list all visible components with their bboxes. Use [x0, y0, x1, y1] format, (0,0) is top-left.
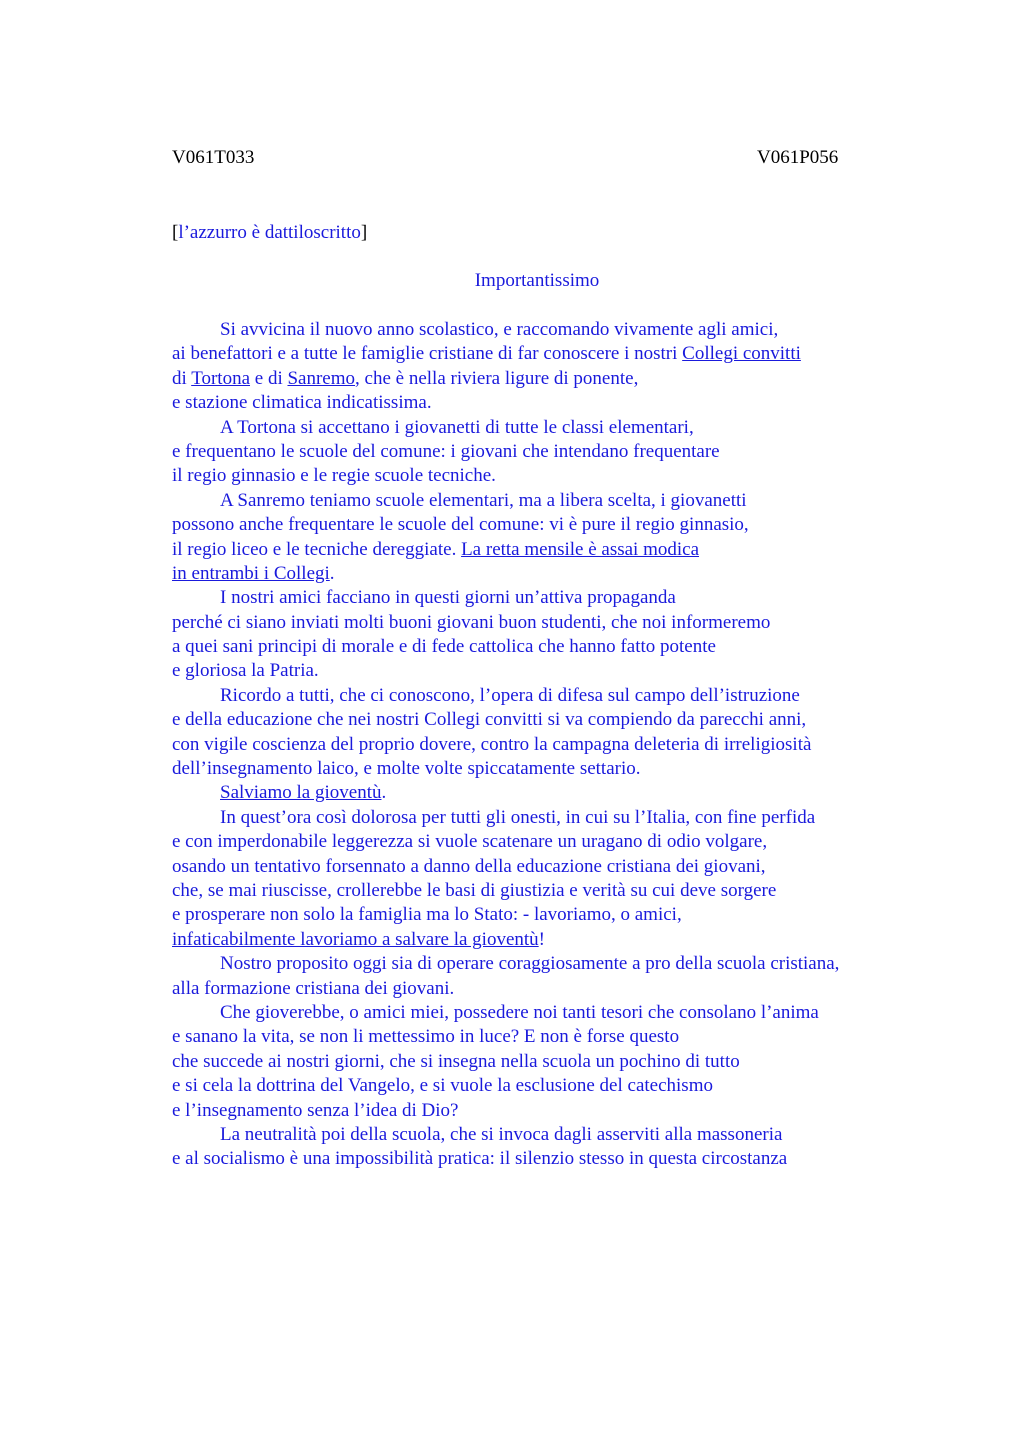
underlined-text: Sanremo	[287, 367, 356, 389]
document-body	[172, 318, 912, 1172]
text-line: e con imperdonabile leggerezza si vuole scatenare un uragano di odio volgare,	[172, 831, 768, 853]
underlined-text: in entrambi i Collegi	[172, 562, 330, 584]
text-line: che succede ai nostri giorni, che si insegna nella scuola un pochino di tutto	[172, 1050, 740, 1072]
text-span: .	[381, 782, 387, 804]
text-span: di	[172, 367, 192, 389]
text-span: ai benefattori e a tutte le famiglie cristiane di far conoscere i nostri	[172, 343, 683, 365]
text-line: e si cela la dottrina del Vangelo, e si vuole la esclusione del catechismo	[172, 1075, 713, 1097]
text-line	[172, 538, 912, 562]
text-line: che, se mai riuscisse, crollerebbe le basi di giustizia e verità su cui deve sorgere	[172, 879, 777, 901]
document-code-left: V061T033	[172, 147, 255, 168]
text-line: possono anche frequentare le scuole del comune: vi è pure il regio ginnasio,	[172, 514, 749, 536]
text-span: il regio liceo e le tecniche dereggiate.	[172, 538, 462, 560]
text-line: La neutralità poi della scuola, che si invoca dagli asserviti alla massoneria	[220, 1123, 783, 1145]
underlined-text: Collegi convitti	[682, 343, 801, 365]
text-line: e stazione climatica indicatissima.	[172, 392, 432, 414]
underlined-text: infaticabilmente lavoriamo a salvare la gioventù	[172, 928, 539, 950]
text-span: , che è nella riviera ligure di ponente,	[355, 367, 639, 389]
text-line: con vigile coscienza del proprio dovere, contro la campagna deleteria di irreligiosità	[172, 733, 812, 755]
text-span: .	[329, 562, 335, 584]
underlined-text: La retta mensile è assai modica	[461, 538, 700, 560]
document-title: Importantissimo	[474, 270, 600, 291]
note-text: l’azzurro è dattiloscritto	[178, 222, 361, 243]
text-line: il regio ginnasio e le regie scuole tecniche.	[172, 465, 496, 487]
text-line: e al socialismo è una impossibilità pratica: il silenzio stesso in questa circostanza	[172, 1148, 788, 1170]
note-open-bracket: [	[172, 222, 179, 243]
text-line	[172, 562, 912, 586]
text-line: dell’insegnamento laico, e molte volte spiccatamente settario.	[172, 758, 641, 780]
text-line: osando un tentativo forsennato a danno della educazione cristiana dei giovani,	[172, 855, 766, 877]
text-line: perché ci siano inviati molti buoni giovani buon studenti, che noi informeremo	[172, 611, 771, 633]
underlined-text: Salviamo la gioventù	[220, 782, 382, 804]
text-line: e prosperare non solo la famiglia ma lo Stato: - lavoriamo, o amici,	[172, 904, 682, 926]
text-line: Nostro proposito oggi sia di operare coraggiosamente a pro della scuola cristiana,	[220, 953, 840, 975]
underlined-text: Tortona	[191, 367, 251, 389]
text-line: e sanano la vita, se non li mettessimo in luce? E non è forse questo	[172, 1026, 680, 1048]
text-line: Si avvicina il nuovo anno scolastico, e raccomando vivamente agli amici,	[220, 319, 779, 340]
text-line: a quei sani principi di morale e di fede cattolica che hanno fatto potente	[172, 636, 716, 658]
text-line: e della educazione che nei nostri Collegi convitti si va compiendo da parecchi anni,	[172, 709, 807, 731]
text-line: I nostri amici facciano in questi giorni un’attiva propaganda	[220, 587, 676, 609]
text-span: !	[538, 928, 545, 950]
editorial-note	[172, 222, 367, 244]
text-line: alla formazione cristiana dei giovani.	[172, 977, 455, 999]
text-line	[172, 342, 912, 366]
text-line: e frequentano le scuole del comune: i giovani che intendano frequentare	[172, 440, 720, 462]
note-close-bracket: ]	[360, 222, 368, 243]
text-span: e di	[250, 367, 288, 389]
text-line	[172, 781, 912, 805]
text-line: Che gioverebbe, o amici miei, possedere noi tanti tesori che consolano l’anima	[220, 1001, 819, 1023]
text-line: A Sanremo teniamo scuole elementari, ma a libera scelta, i giovanetti	[220, 489, 747, 511]
text-line: Ricordo a tutti, che ci conoscono, l’opera di difesa sul campo dell’istruzione	[220, 684, 800, 706]
page-code-right: V061P056	[757, 147, 839, 168]
text-line	[172, 928, 912, 952]
text-line	[172, 367, 912, 391]
text-line: e gloriosa la Patria.	[172, 660, 319, 682]
text-line: In quest’ora così dolorosa per tutti gli onesti, in cui su l’Italia, con fine perfida	[220, 806, 816, 828]
text-line: e l’insegnamento senza l’idea di Dio?	[172, 1099, 459, 1121]
text-line: A Tortona si accettano i giovanetti di tutte le classi elementari,	[220, 416, 694, 438]
